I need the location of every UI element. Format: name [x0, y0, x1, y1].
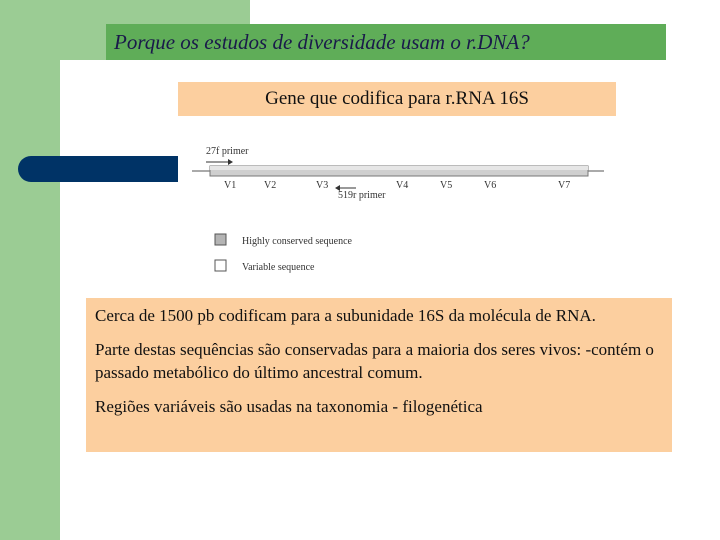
region-v1-label: V1 [224, 180, 237, 191]
primer-forward-label: 27f primer [206, 146, 249, 157]
primer-reverse-label: 519r primer [338, 190, 386, 201]
gene-bar-highlight [210, 166, 588, 170]
diagram-svg [178, 138, 616, 288]
legend-variable-swatch [215, 260, 226, 271]
rrna-16s-diagram [178, 138, 616, 288]
body-text-box [86, 298, 672, 452]
legend-conserved-swatch [215, 234, 226, 245]
gene-label: Gene que codifica para r.RNA 16S [265, 88, 529, 109]
region-v7-label: V7 [558, 180, 571, 191]
primer-forward-arrowhead [228, 159, 233, 165]
gene-label-box [178, 82, 616, 116]
body-paragraph-3: Regiões variáveis são usadas na taxonomia - filogenética [95, 397, 483, 416]
region-v2-label: V2 [264, 180, 277, 191]
region-v5-label: V5 [440, 180, 453, 191]
corner-curve-decoration [60, 60, 100, 100]
slide-title: Porque os estudos de diversidade usam o r.DNA? [114, 29, 530, 54]
body-paragraph-2: Parte destas sequências são conservadas para a maioria dos seres vivos: -contém o passado metabólico do último ancestral comum. [95, 340, 654, 382]
region-v4-label: V4 [396, 180, 409, 191]
body-paragraph-1: Cerca de 1500 pb codificam para a subunidade 16S da molécula de RNA. [95, 306, 596, 325]
region-v3-label: V3 [316, 180, 329, 191]
region-v6-label: V6 [484, 180, 497, 191]
legend-variable-label: Variable sequence [242, 262, 315, 273]
slide-title-bar [106, 24, 666, 60]
sidebar-decoration [0, 0, 60, 540]
legend-conserved-label: Highly conserved sequence [242, 236, 352, 247]
